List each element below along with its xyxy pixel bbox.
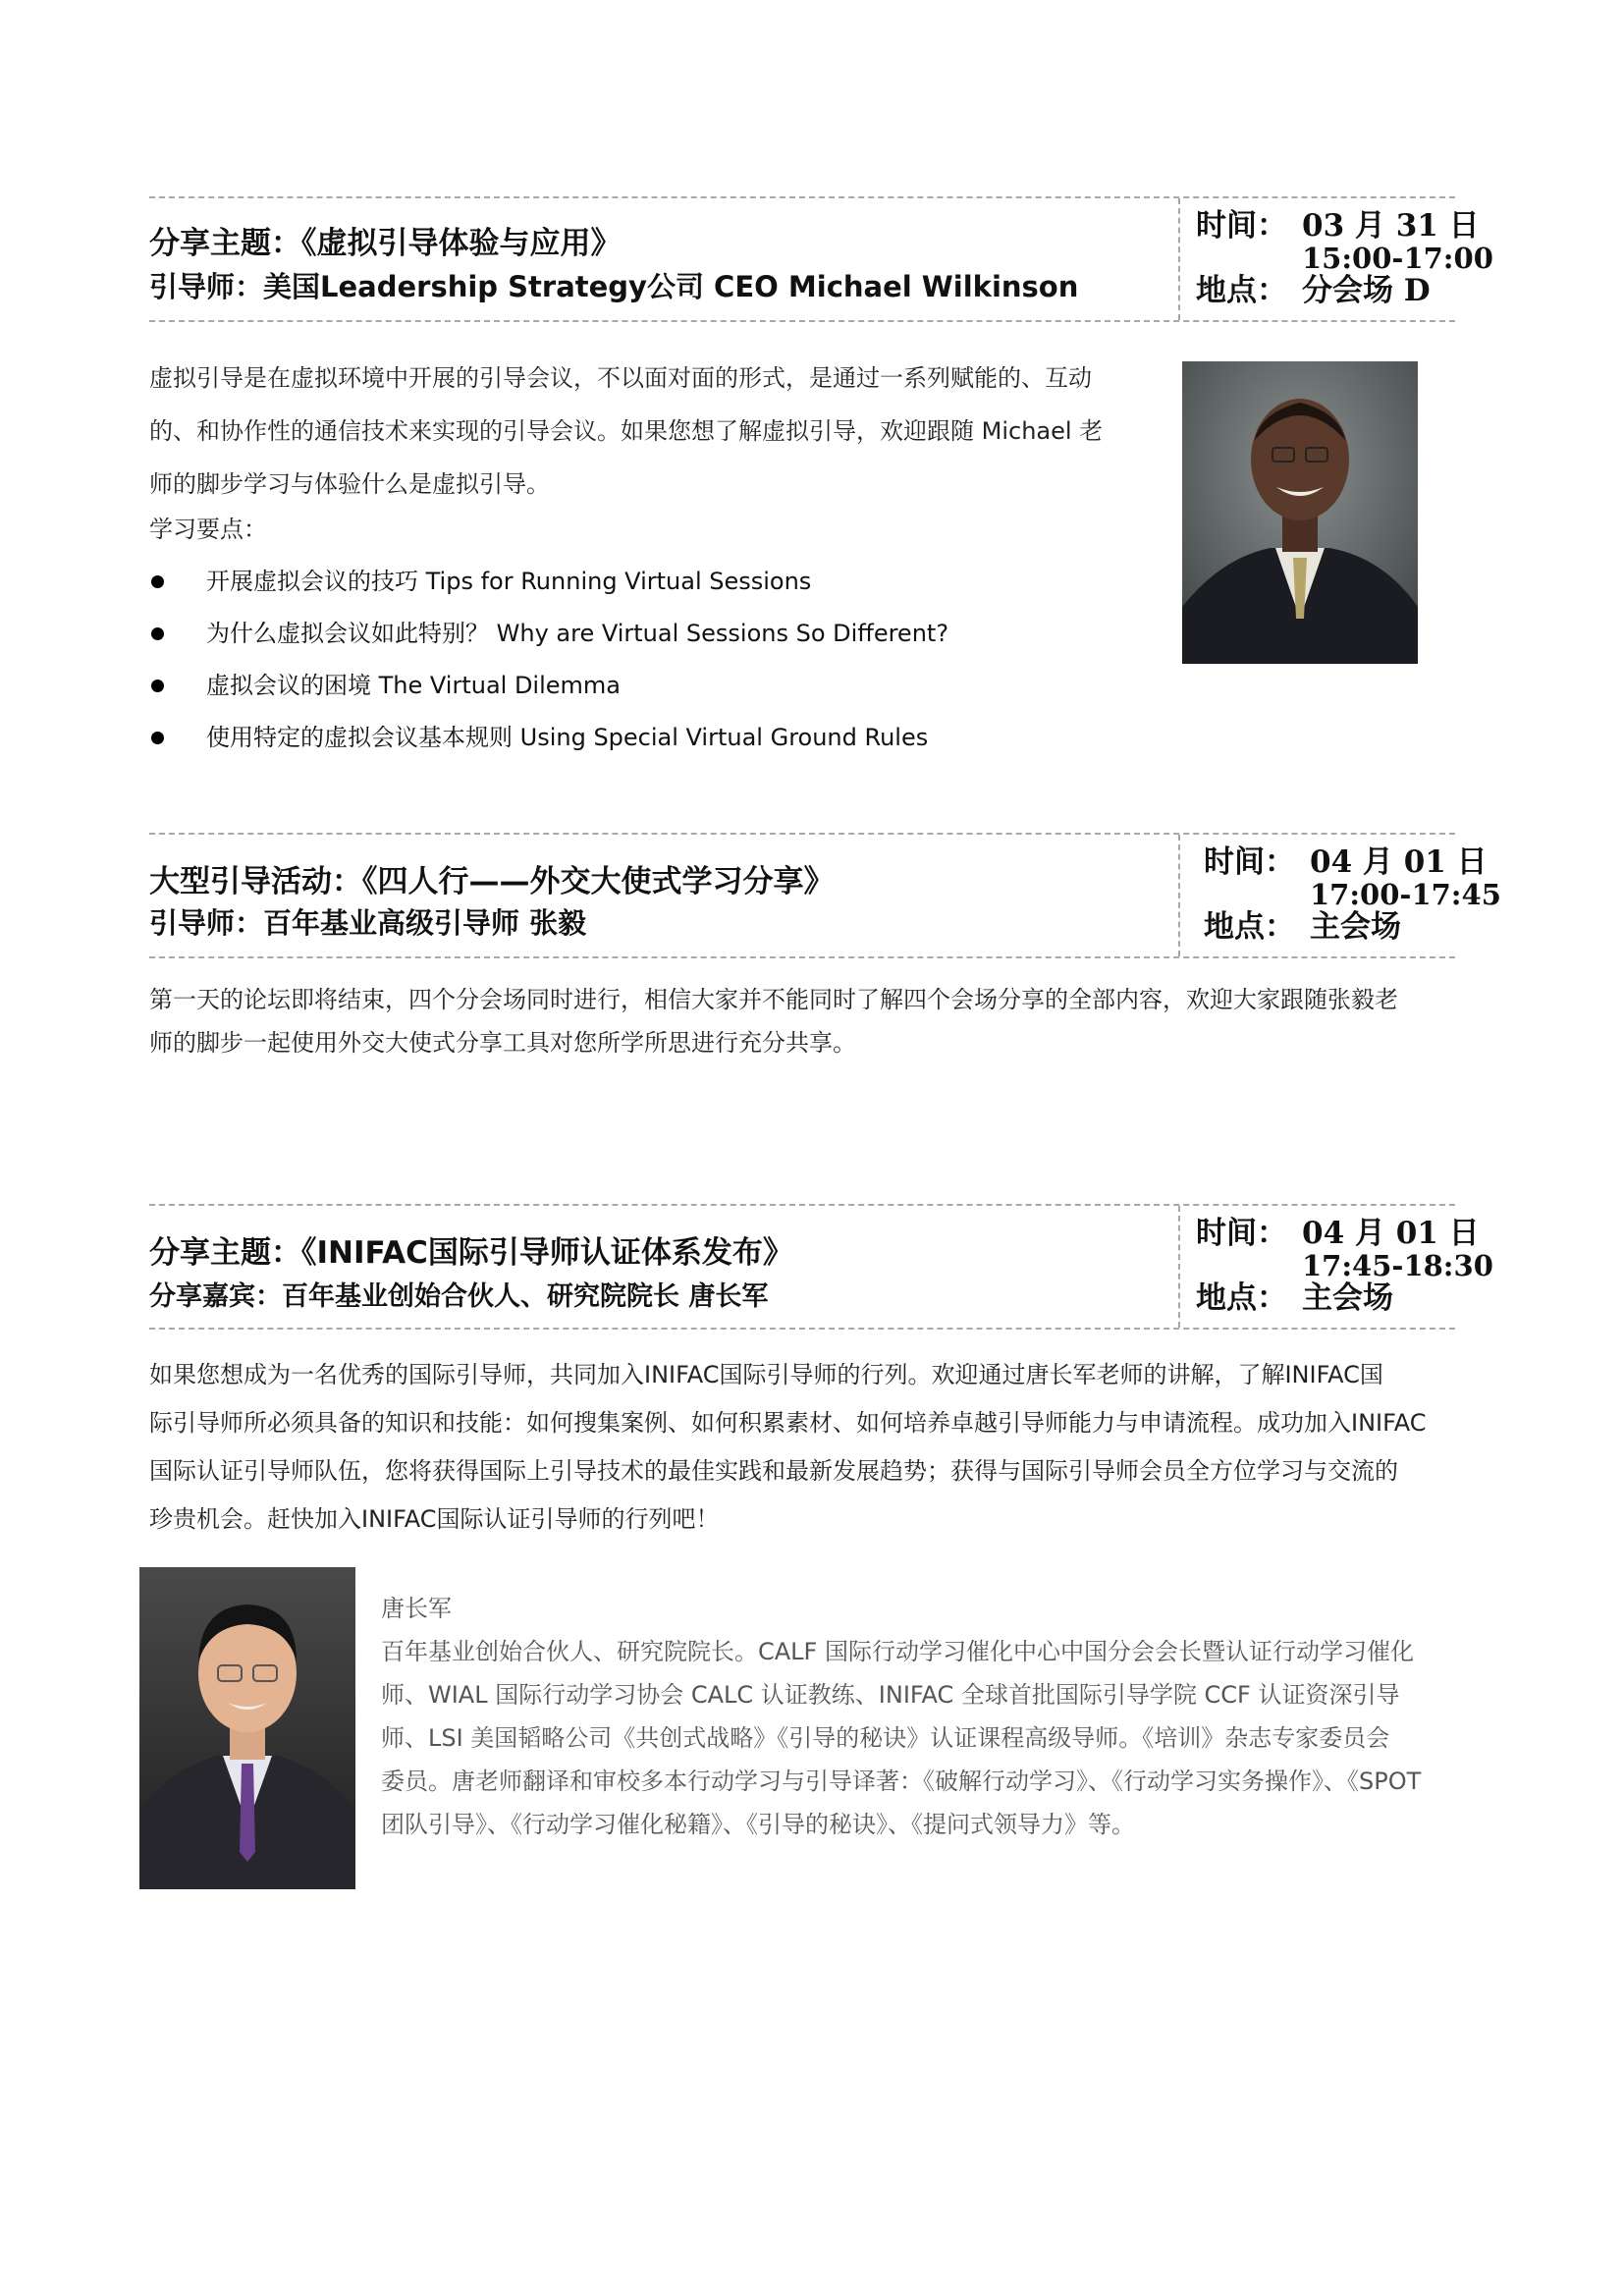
session-presenter: 引导师：百年基业高级引导师 张毅: [149, 906, 587, 940]
vertical-divider: [1178, 835, 1180, 956]
session-title: 大型引导活动：《四人行——外交大使式学习分享》: [149, 864, 835, 899]
session-place: 分会场 D: [1302, 273, 1431, 308]
session-title: 分享主题：《INIFAC国际引导师认证体系发布》: [149, 1235, 793, 1271]
session-title: 分享主题：《虚拟引导体验与应用》: [149, 226, 622, 261]
list-item: [149, 608, 1170, 660]
description-line: 际引导师所必须具备的知识和技能：如何搜集案例、如何积累素材、如何培养卓越引导师能力与申请流程。成功加入INIFAC: [149, 1409, 1427, 1437]
list-item: [149, 712, 1170, 764]
point-text: 虚拟会议的困境 The Virtual Dilemma: [206, 672, 621, 699]
bio-line: 委员。唐老师翻译和审校多本行动学习与引导译著：《破解行动学习》、《行动学习实务操作》、《SPOT: [381, 1768, 1422, 1795]
vertical-divider: [1178, 198, 1180, 320]
place-label: 地点：: [1196, 1280, 1287, 1316]
learning-points: [149, 556, 1170, 764]
bullet-icon: [151, 680, 164, 692]
session-presenter: 引导师：美国Leadership Strategy公司 CEO Michael Wilkinson: [149, 270, 1079, 303]
place-label: 地点：: [1204, 909, 1295, 945]
session-1: [149, 196, 1493, 751]
session-description: [149, 1351, 1465, 1544]
bullet-icon: [151, 627, 164, 640]
description-line: 虚拟引导是在虚拟环境中开展的引导会议，不以面对面的形式，是通过一系列赋能的、互动: [149, 364, 1092, 392]
session-presenter: 分享嘉宾：百年基业创始合伙人、研究院院长 唐长军: [149, 1281, 769, 1312]
session-date: 04 月 01 日: [1302, 1216, 1480, 1251]
session-description: [149, 352, 1170, 511]
dashed-divider: [149, 1204, 1455, 1206]
list-item: [149, 660, 1170, 712]
session-description: [149, 978, 1465, 1064]
session-place: 主会场: [1310, 909, 1401, 945]
description-line: 国际认证引导师队伍，您将获得国际上引导技术的最佳实践和最新发展趋势；获得与国际引导师会员全方位学习与交流的: [149, 1457, 1398, 1485]
session-time: 17:45-18:30: [1302, 1249, 1493, 1282]
dashed-divider: [149, 1328, 1455, 1330]
session-schedule: [1196, 208, 1493, 308]
bio-line: 百年基业创始合伙人、研究院院长。CALF 国际行动学习催化中心中国分会会长暨认证行动学习催化: [381, 1638, 1414, 1665]
time-label: 时间：: [1196, 1216, 1287, 1251]
speaker-photo: [139, 1567, 355, 1889]
session-header: [149, 1204, 1493, 1330]
list-item: [149, 556, 1170, 608]
session-header: [149, 833, 1501, 958]
session-3: [149, 1204, 1493, 1533]
session-header: [149, 196, 1493, 322]
description-line: 第一天的论坛即将结束，四个分会场同时进行，相信大家并不能同时了解四个会场分享的全部内容，欢迎大家跟随张毅老: [149, 986, 1398, 1013]
point-text: 开展虚拟会议的技巧 Tips for Running Virtual Sessions: [206, 568, 812, 595]
session-time: 17:00-17:45: [1310, 878, 1501, 911]
description-line: 如果您想成为一名优秀的国际引导师，共同加入INIFAC国际引导师的行列。欢迎通过唐长军老师的讲解，了解INIFAC国: [149, 1361, 1383, 1388]
speaker-photo: [1182, 361, 1418, 664]
session-schedule: [1196, 1216, 1493, 1316]
dashed-divider: [149, 320, 1455, 322]
session-time: 15:00-17:00: [1302, 242, 1493, 275]
dashed-divider: [149, 833, 1455, 835]
session-2: [149, 833, 1501, 1057]
bio-line: 师、WIAL 国际行动学习协会 CALC 认证教练、INIFAC 全球首批国际引导学院 CCF 认证资深引导: [381, 1681, 1400, 1709]
dashed-divider: [149, 196, 1455, 198]
dashed-divider: [149, 956, 1455, 958]
place-label: 地点：: [1196, 273, 1287, 308]
bio-name: 唐长军: [381, 1595, 452, 1622]
session-schedule: [1204, 844, 1501, 945]
points-heading: 学习要点：: [149, 516, 267, 543]
time-label: 时间：: [1196, 208, 1287, 244]
session-date: 03 月 31 日: [1302, 208, 1480, 244]
point-text: 为什么虚拟会议如此特别？ Why are Virtual Sessions So Different?: [206, 620, 949, 647]
vertical-divider: [1178, 1206, 1180, 1328]
description-line: 师的脚步一起使用外交大使式分享工具对您所学所思进行充分共享。: [149, 1029, 856, 1057]
speaker-bio: [381, 1587, 1481, 1846]
point-text: 使用特定的虚拟会议基本规则 Using Special Virtual Ground Rules: [206, 724, 929, 751]
bio-line: 师、LSI 美国韬略公司《共创式战略》《引导的秘诀》认证课程高级导师。《培训》杂志专家委员会: [381, 1724, 1390, 1752]
session-place: 主会场: [1302, 1280, 1393, 1316]
session-date: 04 月 01 日: [1310, 844, 1488, 880]
bio-line: 团队引导》、《行动学习催化秘籍》、《引导的秘诀》、《提问式领导力》等。: [381, 1811, 1135, 1838]
description-line: 师的脚步学习与体验什么是虚拟引导。: [149, 470, 550, 498]
bullet-icon: [151, 732, 164, 744]
description-line: 珍贵机会。赶快加入INIFAC国际认证引导师的行列吧！: [149, 1505, 720, 1533]
bullet-icon: [151, 575, 164, 588]
description-line: 的、和协作性的通信技术来实现的引导会议。如果您想了解虚拟引导，欢迎跟随 Michael 老: [149, 417, 1104, 445]
time-label: 时间：: [1204, 844, 1295, 880]
